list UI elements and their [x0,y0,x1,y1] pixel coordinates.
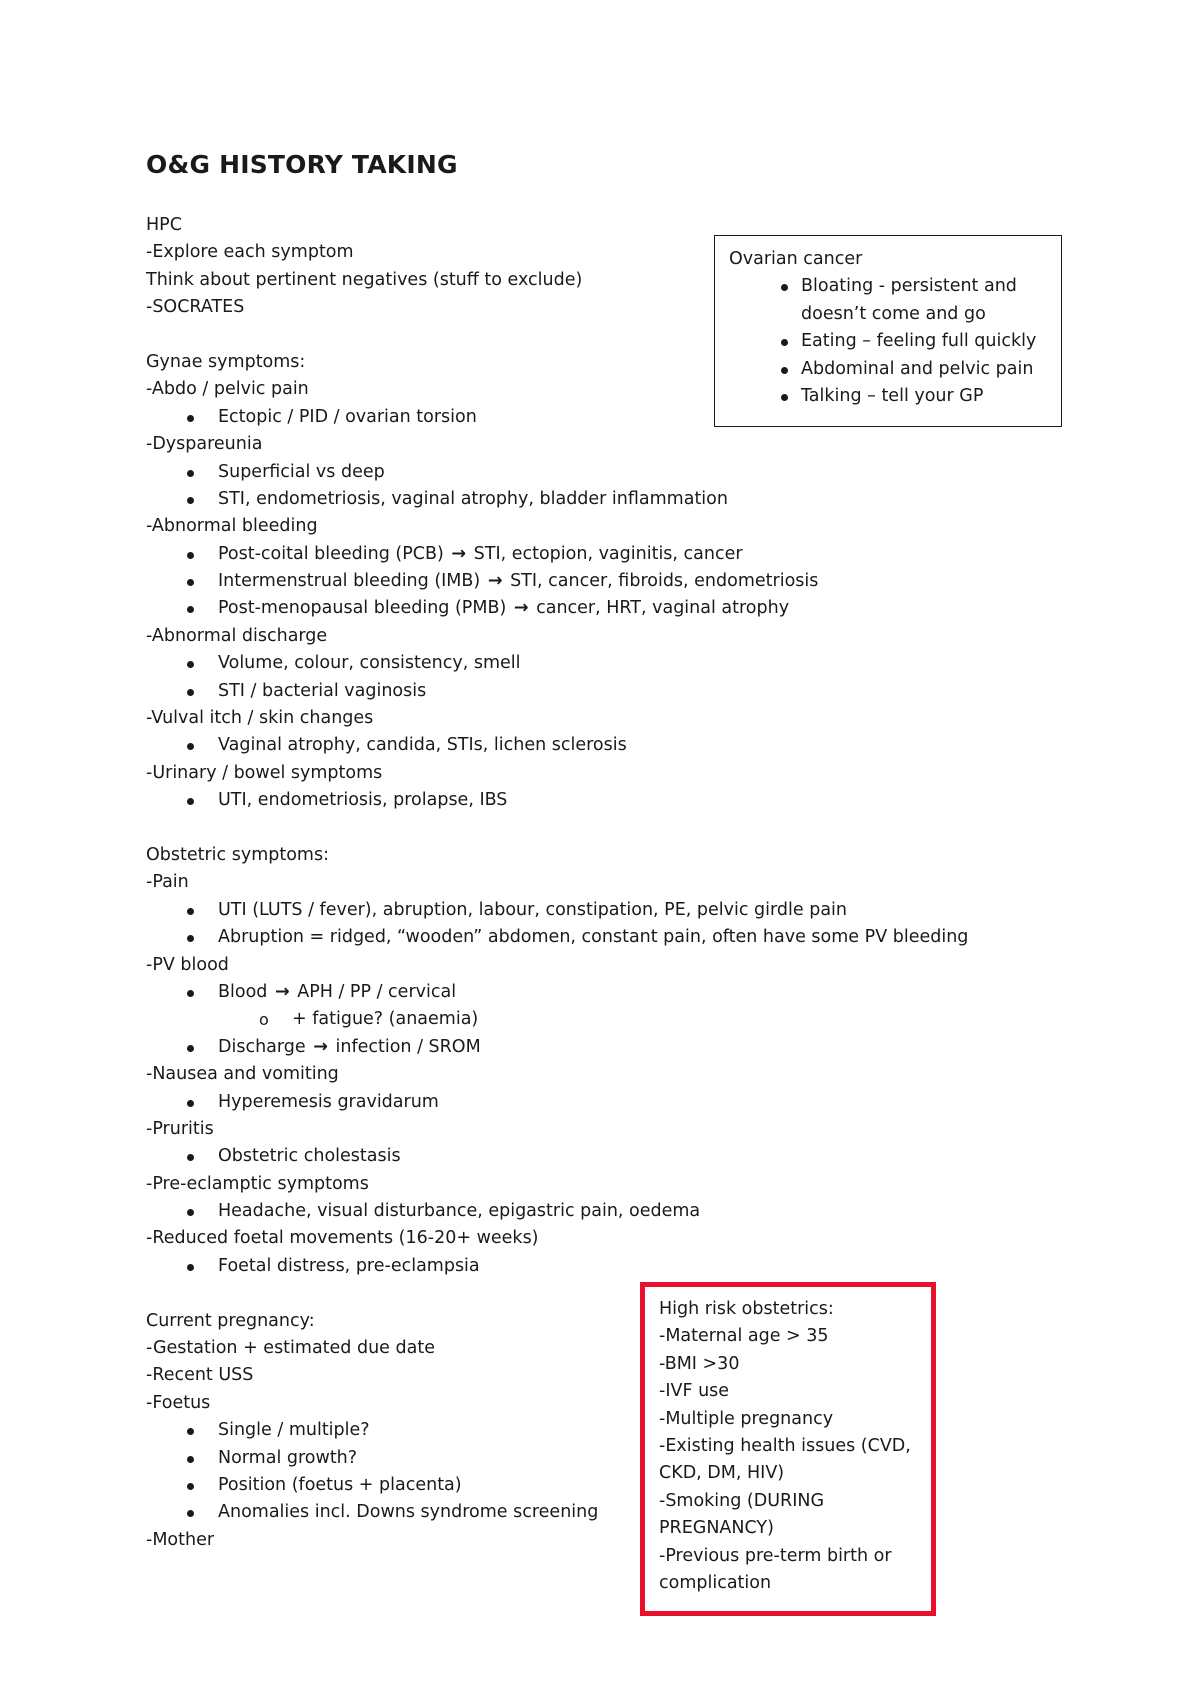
hpc-line: -Explore each symptom [146,242,354,263]
bullet-icon [187,1456,194,1463]
hpc-line: -SOCRATES [146,297,245,318]
risk-item: -Maternal age > 35 [659,1326,829,1347]
bullet-text: APH / PP / cervical [297,981,457,1002]
risk-item: -Previous pre-term birth or complication [659,1545,892,1594]
bullet-item [146,979,1046,1006]
bullet-icon [187,1154,194,1161]
bullet-item [729,273,1047,328]
bullet-text: Talking – tell your GP [801,386,984,407]
bullet-icon [187,743,194,750]
bullet-item [146,541,1046,568]
bullet-icon [781,339,788,346]
bullet-icon [781,367,788,374]
arrow-right-icon: → [451,543,467,564]
bullet-text: STI / bacterial vaginosis [218,680,427,701]
gynae-heading: Gynae symptoms: [146,351,306,372]
sub-bullet-item [146,1006,1046,1033]
sub-bullet-text: + fatigue? (anaemia) [292,1009,479,1030]
bullet-item [146,459,1046,486]
ovarian-cancer-box [714,235,1062,427]
sub-bullet-marker: o [259,1010,269,1030]
bullet-item [146,650,1046,677]
current-line: -Recent USS [146,1365,254,1386]
bullet-item [146,897,1046,924]
bullet-icon [187,1510,194,1517]
bullet-icon [187,1045,194,1052]
risk-item: -Smoking (DURING PREGNANCY) [659,1490,825,1539]
obstetric-heading: Obstetric symptoms: [146,844,329,865]
bullet-text: Eating – feeling full quickly [801,331,1037,352]
bullet-text: Obstetric cholestasis [218,1146,401,1167]
bullet-text: Hyperemesis gravidarum [218,1091,439,1112]
hpc-line: Think about pertinent negatives (stuff to exclude) [146,269,583,290]
bullet-item [729,383,1047,410]
risk-item: -BMI >30 [659,1353,740,1374]
bullet-icon [187,661,194,668]
bullet-icon [187,1428,194,1435]
bullet-icon [781,284,788,291]
obstetric-section-label: -Pre-eclamptic symptoms [146,1173,369,1194]
bullet-item [146,787,1046,814]
bullet-icon [187,990,194,997]
bullet-item [146,924,1046,951]
bullet-text: STI, cancer, fibroids, endometriosis [510,571,819,592]
obstetric-section-label: -Nausea and vomiting [146,1064,339,1085]
bullet-text: Abdominal and pelvic pain [801,358,1034,379]
bullet-icon [187,497,194,504]
bullet-text: Vaginal atrophy, candida, STIs, lichen sclerosis [218,735,627,756]
gynae-section-label: -Abnormal discharge [146,625,328,646]
bullet-icon [187,798,194,805]
bullet-item [146,678,1046,705]
page-title: O&G HISTORY TAKING [146,150,458,179]
bullet-item [146,1034,1046,1061]
gynae-section-label: -Urinary / bowel symptoms [146,762,383,783]
bullet-text: Single / multiple? [218,1420,370,1441]
bullet-text: STI, ectopion, vaginitis, cancer [473,543,743,564]
obstetric-section-label: -PV blood [146,954,229,975]
bullet-icon [187,689,194,696]
bullet-icon [187,908,194,915]
obstetric-section-label: -Pain [146,872,189,893]
bullet-text: Position (foetus + placenta) [218,1474,462,1495]
arrow-right-icon: → [274,981,290,1002]
bullet-icon [187,606,194,613]
arrow-right-icon: → [513,598,529,619]
bullet-text: cancer, HRT, vaginal atrophy [536,598,790,619]
bullet-text: Intermenstrual bleeding (IMB) [218,571,481,592]
bullet-text: Post-coital bleeding (PCB) [218,543,444,564]
bullet-text: Discharge [218,1036,306,1057]
current-line: -Foetus [146,1392,211,1413]
high-risk-box [640,1282,936,1616]
arrow-right-icon: → [313,1036,328,1057]
bullet-text: UTI (LUTS / fever), abruption, labour, constipation, PE, pelvic girdle pain [218,899,848,920]
current-line: -Mother [146,1529,215,1550]
hpc-heading: HPC [146,215,182,235]
bullet-item [729,328,1047,355]
gynae-section-label: -Abnormal bleeding [146,516,318,537]
bullet-text: infection / SROM [335,1036,481,1057]
bullet-item [146,1089,1046,1116]
bullet-text: Normal growth? [218,1447,358,1468]
bullet-icon [781,394,788,401]
obstetric-section-label: -Reduced foetal movements (16-20+ weeks) [146,1228,539,1249]
ovarian-box-title: Ovarian cancer [729,249,863,269]
risk-item: -Existing health issues (CVD, CKD, DM, HIV) [659,1436,911,1484]
high-risk-box-title: High risk obstetrics: [659,1299,834,1319]
bullet-text: Abruption = ridged, “wooden” abdomen, constant pain, often have some PV bleeding [218,927,969,948]
bullet-text: Headache, visual disturbance, epigastric pain, oedema [218,1201,701,1222]
gynae-section-label: -Dyspareunia [146,434,263,455]
bullet-text: Foetal distress, pre-eclampsia [218,1255,480,1276]
bullet-icon [187,470,194,477]
bullet-item [729,356,1047,383]
bullet-icon [187,1264,194,1271]
risk-item: -IVF use [659,1381,730,1402]
bullet-item [146,1198,1046,1225]
arrow-right-icon: → [487,571,503,592]
bullet-text: STI, endometriosis, vaginal atrophy, bladder inflammation [218,488,728,509]
bullet-icon [187,1100,194,1107]
bullet-item [146,732,1046,759]
bullet-icon [187,552,194,559]
bullet-icon [187,415,194,422]
bullet-item [146,1253,1046,1280]
current-line: -Gestation + estimated due date [146,1338,435,1359]
bullet-item [146,486,1046,513]
gynae-section-label: -Vulval itch / skin changes [146,708,374,729]
current-pregnancy-heading: Current pregnancy: [146,1310,315,1331]
bullet-text: UTI, endometriosis, prolapse, IBS [218,790,508,811]
bullet-text: Ectopic / PID / ovarian torsion [218,406,477,427]
bullet-item [146,568,1046,595]
bullet-text: Anomalies incl. Downs syndrome screening [218,1502,599,1523]
bullet-text: Volume, colour, consistency, smell [218,653,521,674]
obstetric-section-label: -Pruritis [146,1118,214,1139]
bullet-text: Post-menopausal bleeding (PMB) [218,598,507,619]
bullet-text: Superficial vs deep [218,461,385,482]
spacer [146,815,1046,842]
bullet-icon [187,935,194,942]
gynae-section-label: -Abdo / pelvic pain [146,379,309,400]
bullet-item [146,1143,1046,1170]
bullet-text: Bloating - persistent and doesn’t come and go [801,276,1017,324]
bullet-item [146,595,1046,622]
bullet-text: Blood [218,981,268,1002]
bullet-icon [187,1209,194,1216]
risk-item: -Multiple pregnancy [659,1408,834,1429]
bullet-icon [187,1483,194,1490]
bullet-icon [187,579,194,586]
